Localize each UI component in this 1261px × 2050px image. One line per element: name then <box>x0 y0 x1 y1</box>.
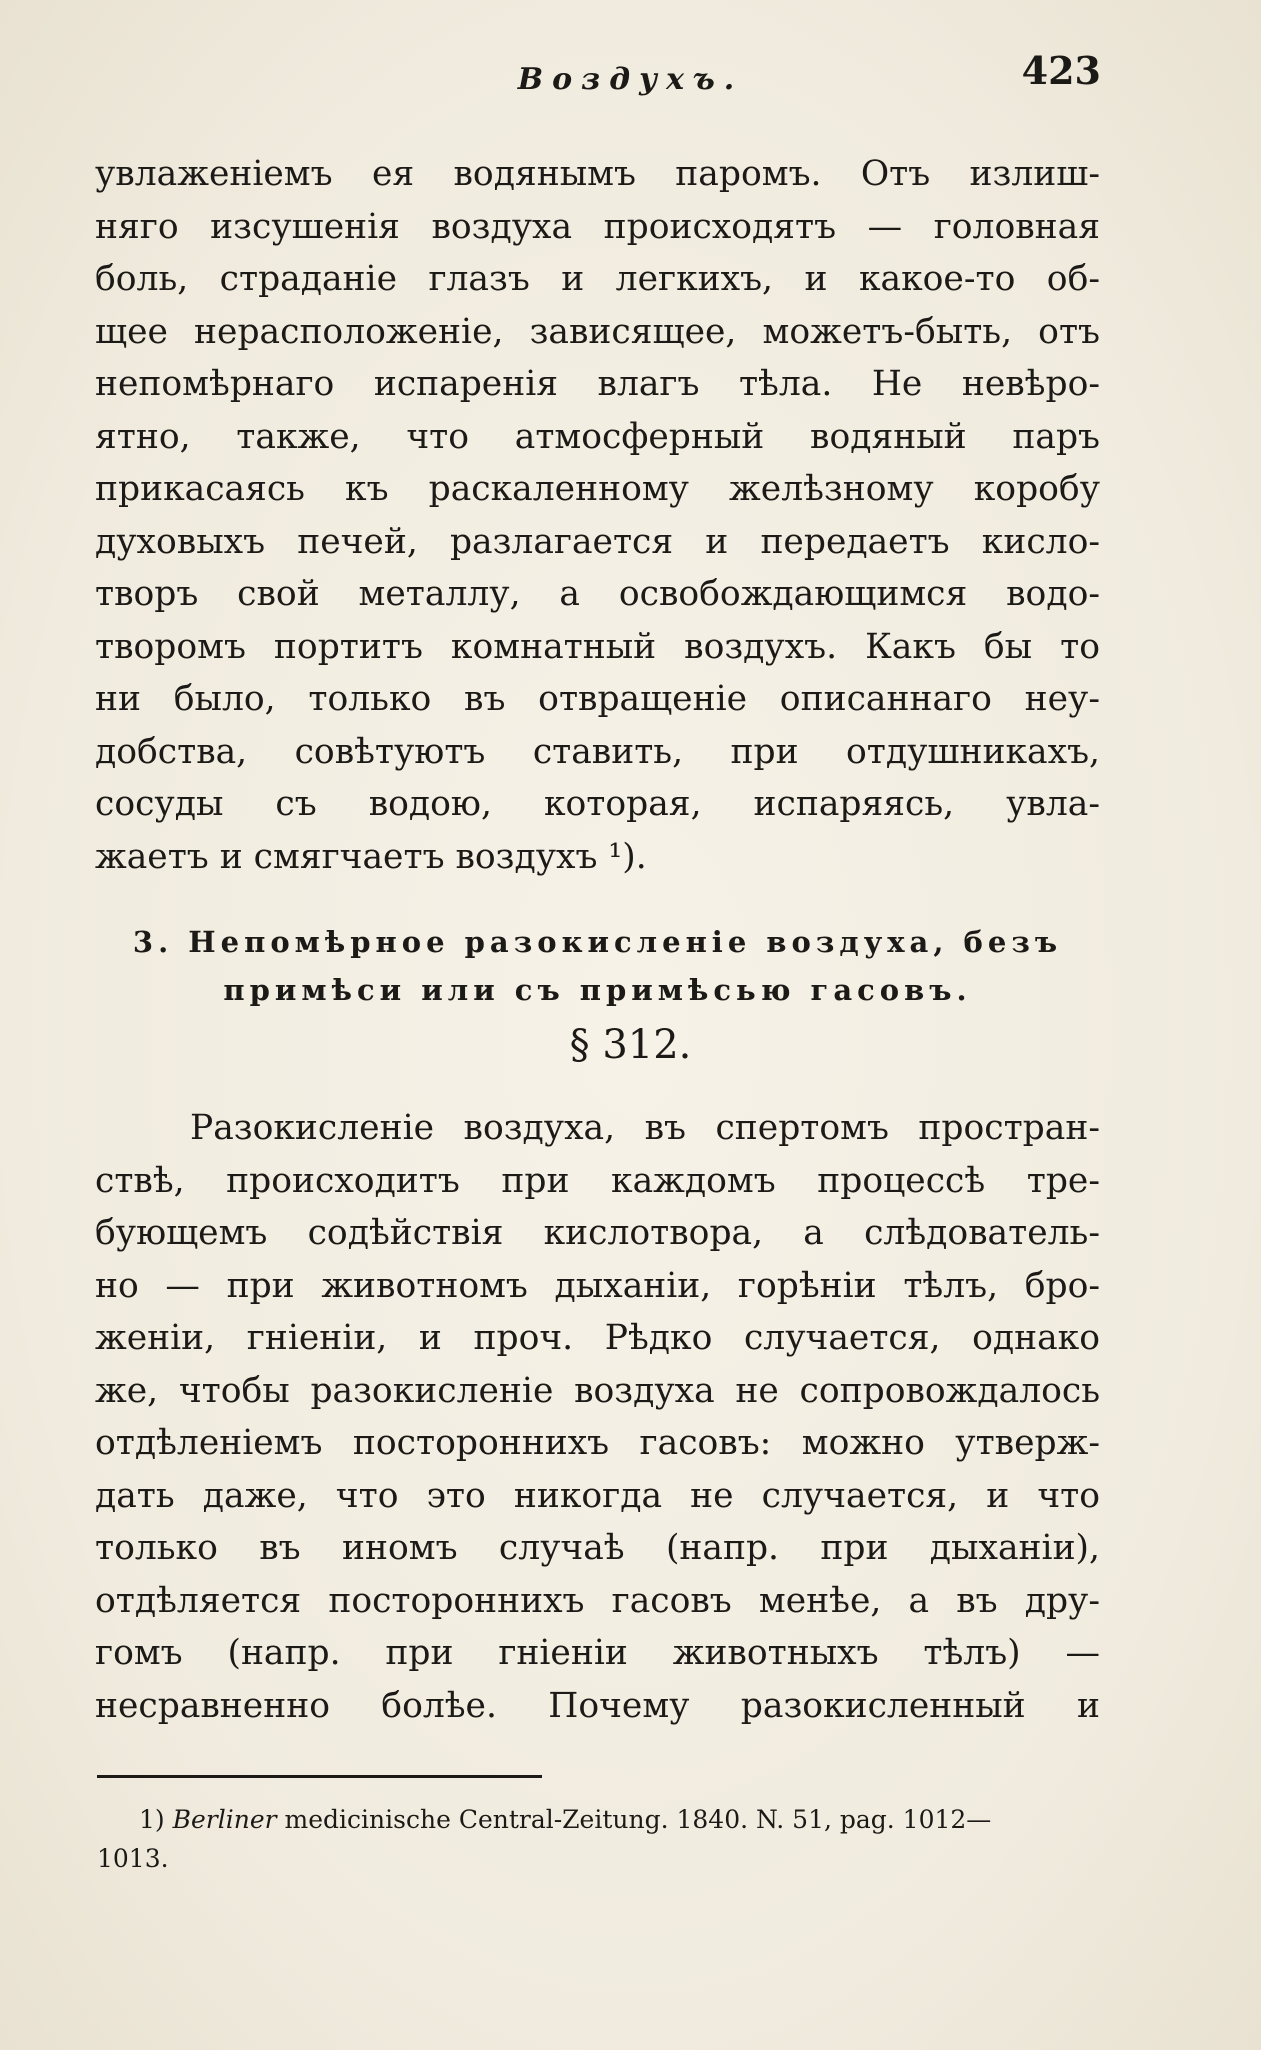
text-line: няго изсушенія воздуха происходятъ — головная <box>95 206 1100 247</box>
paragraph-2 <box>95 1102 1100 1732</box>
text-line: женіи, гніеніи, и проч. Рѣдко случается, однако <box>95 1318 1100 1358</box>
text-line: несравненно болѣе. Почему разокисленный и <box>95 1685 1100 1726</box>
footnote-journal: Berliner <box>172 1805 277 1834</box>
footnote-marker: 1) <box>139 1805 165 1834</box>
text-line: творъ свой металлу, а освобождающимся водо- <box>95 574 1100 614</box>
text-line: щее нерасположеніе, зависящее, можетъ-быть, отъ <box>95 311 1100 352</box>
text-line: но — при животномъ дыханіи, горѣніи тѣлъ, бро- <box>95 1265 1100 1306</box>
text-line: только въ иномъ случаѣ (напр. при дыханіи), <box>95 1528 1100 1568</box>
text-line: увлаженіемъ ея водянымъ паромъ. Отъ излиш- <box>95 154 1100 194</box>
text-line: отдѣляется постороннихъ гасовъ менѣе, а въ дру- <box>95 1580 1100 1621</box>
section-heading <box>95 918 1100 1014</box>
footnote-citation: medicinische Central-Zeitung. 1840. N. 51, pag. 1012— <box>284 1805 992 1834</box>
section-heading-line: примѣси или съ примѣсью гасовъ. <box>223 973 972 1007</box>
text-line: ни было, только въ отвращеніе описаннаго неу- <box>95 679 1100 719</box>
text-line: гомъ (напр. при гніеніи животныхъ тѣлъ) — <box>95 1633 1100 1673</box>
text-line: непомѣрнаго испаренія влагъ тѣла. Не невѣро- <box>95 364 1100 404</box>
footnote-line-2: 1013. <box>97 1844 169 1873</box>
footnote-divider <box>97 1775 542 1778</box>
page-number: 423 <box>1021 48 1101 93</box>
text-line: творомъ портитъ комнатный воздухъ. Какъ бы то <box>95 626 1100 667</box>
text-line: прикасаясь къ раскаленному желѣзному коробу <box>95 469 1100 509</box>
text-line: духовыхъ печей, разлагается и передаетъ кисло- <box>95 521 1100 562</box>
text-line: добства, совѣтуютъ ставить, при отдушникахъ, <box>95 731 1100 772</box>
text-line: ствѣ, происходитъ при каждомъ процессѣ тре- <box>95 1160 1100 1201</box>
text-line: же, чтобы разокисленіе воздуха не сопровождалось <box>95 1370 1100 1411</box>
text-line: ятно, также, что атмосферный водяный паръ <box>95 416 1100 457</box>
text-line: Разокисленіе воздуха, въ спертомъ простран- <box>190 1108 1100 1148</box>
footnote <box>97 1800 1102 1878</box>
section-heading-line: 3. Непомѣрное разокисленіе воздуха, безъ <box>132 925 1063 959</box>
text-line: боль, страданіе глазъ и легкихъ, и какое-то об- <box>95 259 1100 299</box>
paragraph-1 <box>95 148 1100 883</box>
section-number: § 312. <box>569 1022 692 1068</box>
text-line: жаетъ и смягчаетъ воздухъ ¹). <box>95 836 647 877</box>
text-line: дать даже, что это никогда не случается, и что <box>95 1475 1100 1516</box>
text-line: отдѣленіемъ постороннихъ гасовъ: можно утверж- <box>95 1423 1100 1463</box>
footnote-line <box>97 1800 1102 1839</box>
running-title: Воздухъ. <box>517 62 744 97</box>
text-line: бующемъ содѣйствія кислотвора, а слѣдователь- <box>95 1213 1100 1253</box>
text-line: сосуды съ водою, которая, испаряясь, увла- <box>95 784 1100 824</box>
